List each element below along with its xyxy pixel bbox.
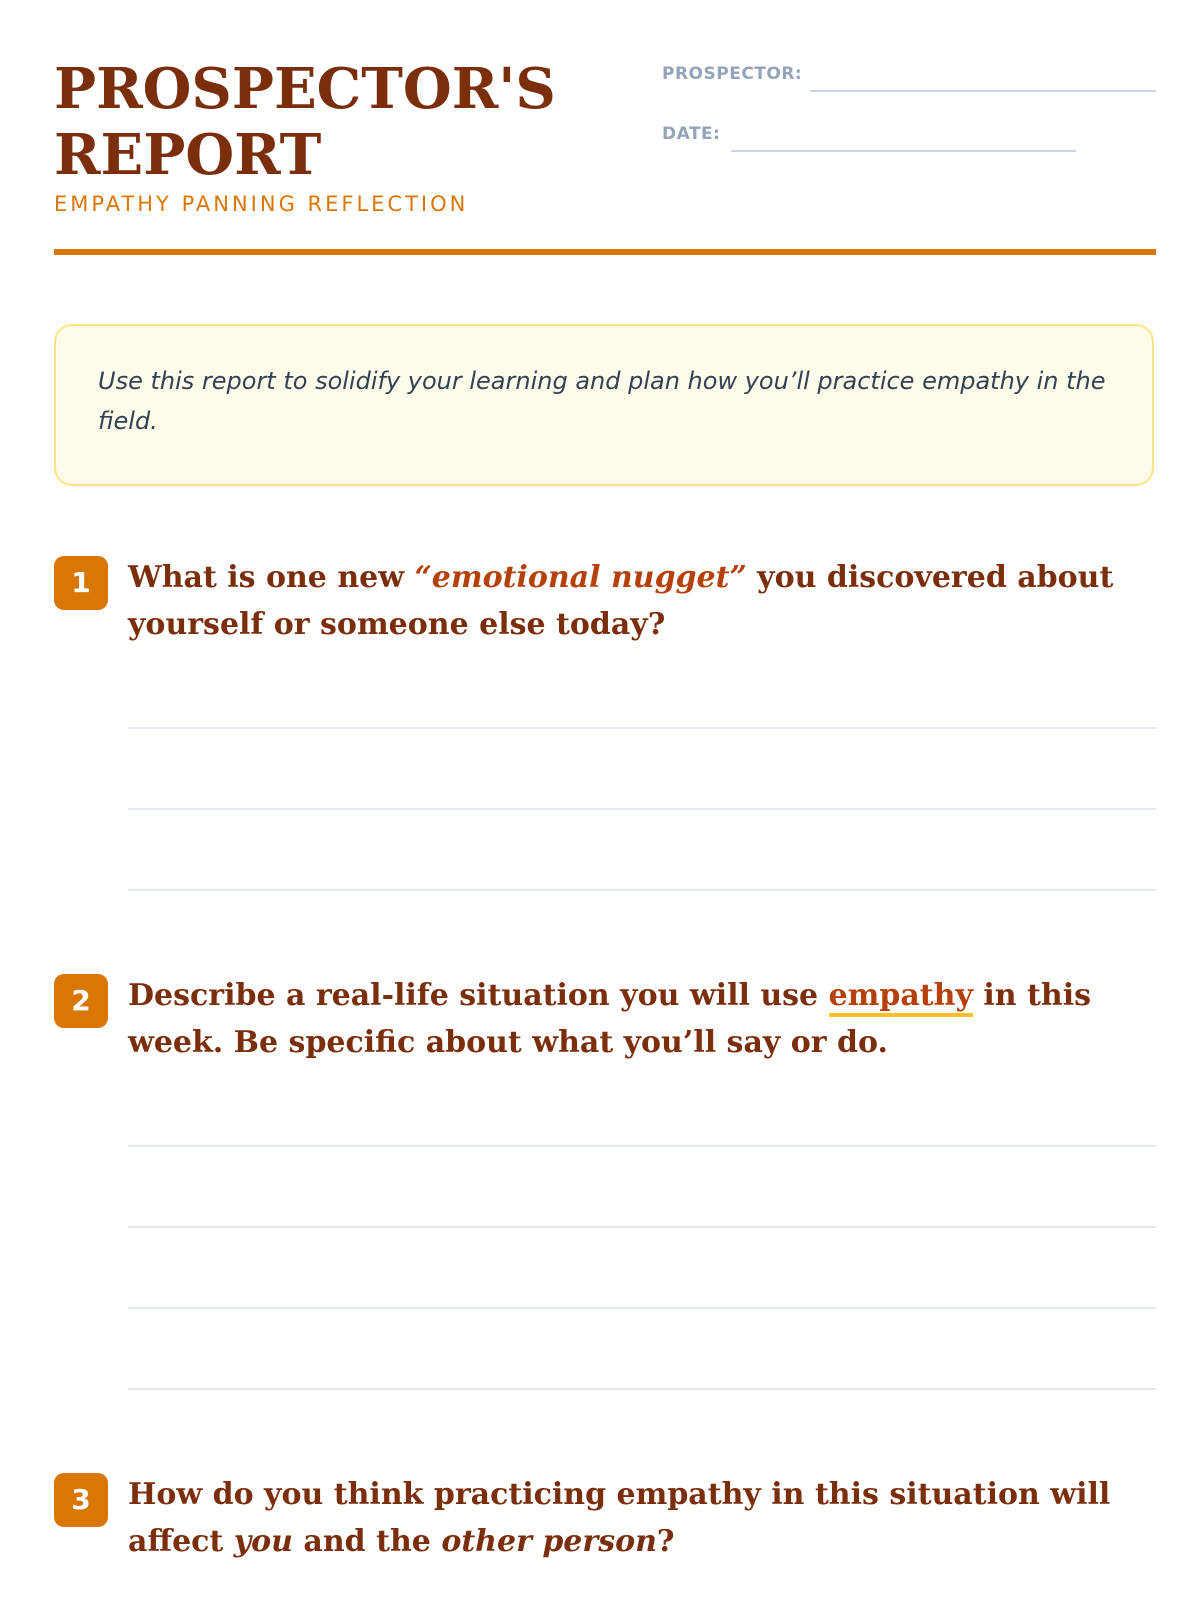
prospector-label: PROSPECTOR:	[662, 64, 803, 84]
page-subtitle: EMPATHY PANNING REFLECTION	[54, 192, 469, 216]
prospector-field[interactable]	[810, 90, 1156, 92]
question-3-part2: and the	[292, 1524, 442, 1559]
question-2-answer-line-1[interactable]	[128, 1145, 1156, 1147]
header-divider	[54, 249, 1156, 255]
question-3-emphasis-other-person: other person	[441, 1524, 657, 1559]
date-field[interactable]	[731, 150, 1076, 152]
question-2-part2: in this week. Be specific about what you’ll say or do.	[128, 978, 1091, 1060]
question-1-part1: What is one new	[128, 560, 415, 595]
question-3-part1: How do you think practicing empathy in this situation will affect	[128, 1477, 1111, 1559]
intro-text: Use this report to solidify your learning and plan how you’ll practice empathy in the field.	[98, 367, 1106, 435]
question-1-part2: you discovered about yourself or someone else today?	[128, 560, 1114, 642]
question-1-text	[128, 554, 1168, 648]
question-2-text	[128, 972, 1188, 1066]
page-title	[54, 56, 614, 188]
title-line-2: REPORT	[54, 122, 322, 188]
title-line-1: PROSPECTOR'S	[54, 56, 556, 122]
question-1-badge: 1	[54, 556, 108, 610]
question-3-text	[128, 1471, 1168, 1565]
question-1-answer-line-1[interactable]	[128, 727, 1156, 729]
question-2-part1: Describe a real-life situation you will use	[128, 978, 829, 1013]
intro-box	[54, 324, 1154, 486]
question-1-answer-line-2[interactable]	[128, 808, 1156, 810]
date-label: DATE:	[662, 124, 721, 144]
question-1-emphasis: “emotional nugget”	[414, 560, 747, 595]
question-3-badge: 3	[54, 1473, 108, 1527]
question-2-answer-line-4[interactable]	[128, 1388, 1156, 1390]
question-2-answer-line-3[interactable]	[128, 1307, 1156, 1309]
question-3-emphasis-you: you	[233, 1524, 293, 1559]
question-3-part3: ?	[656, 1524, 675, 1559]
question-2-answer-line-2[interactable]	[128, 1226, 1156, 1228]
question-2-emphasis: empathy	[829, 978, 973, 1017]
question-1-answer-line-3[interactable]	[128, 889, 1156, 891]
question-2-badge: 2	[54, 974, 108, 1028]
